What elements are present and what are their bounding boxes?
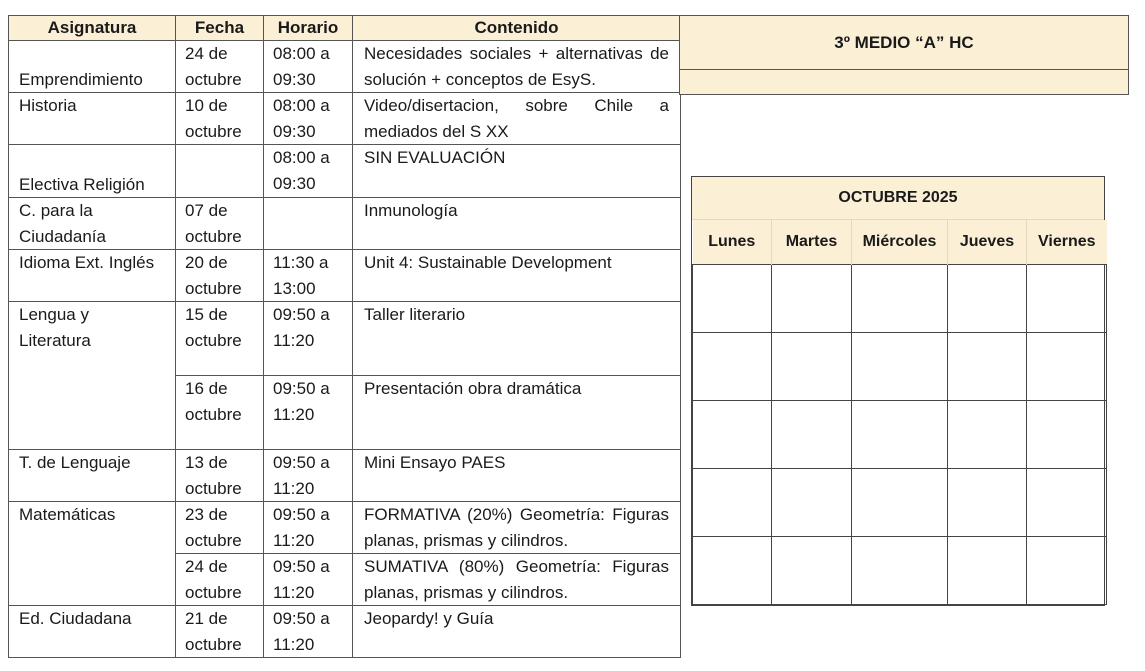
contenido-cell: Necesidades sociales + alternativas de solución + conceptos de EsyS. <box>353 41 681 93</box>
table-row <box>9 41 681 93</box>
asignatura-cell: C. para la Ciudadanía <box>9 198 176 250</box>
contenido-cell: FORMATIVA (20%) Geometría: Figuras planas, prismas y cilindros. <box>353 502 681 554</box>
horario-line: 08:00 a <box>273 44 330 63</box>
table-row <box>9 606 681 658</box>
asignatura-cell: Historia <box>9 93 176 145</box>
header-contenido: Contenido <box>353 16 681 41</box>
asignatura-cell: Idioma Ext. Inglés <box>9 250 176 302</box>
calendar-day-cell <box>693 469 772 537</box>
calendar-day-cell <box>1027 333 1107 401</box>
table-row <box>9 302 681 376</box>
calendar-day-cell <box>1027 469 1107 537</box>
calendar-day-cell <box>1027 401 1107 469</box>
horario-cell <box>264 198 353 250</box>
calendar <box>691 176 1105 606</box>
fecha-line: octubre <box>185 478 242 498</box>
calendar-day-cell <box>852 401 948 469</box>
horario-cell <box>264 250 353 302</box>
fecha-line: octubre <box>185 634 242 654</box>
fecha-cell <box>176 250 264 302</box>
course-header <box>679 15 1129 95</box>
day-header: Lunes <box>693 220 772 265</box>
fecha-line: 24 de <box>185 557 228 576</box>
calendar-day-cell <box>693 401 772 469</box>
contenido-cell: Video/disertacion, sobre Chile a mediados del S XX <box>353 93 681 145</box>
calendar-day-cell <box>852 265 948 333</box>
course-title: 3º MEDIO “A” HC <box>680 16 1128 70</box>
horario-cell <box>264 450 353 502</box>
contenido-cell: SIN EVALUACIÓN <box>353 145 681 198</box>
fecha-cell <box>176 93 264 145</box>
horario-line: 08:00 a <box>273 96 330 115</box>
schedule-table <box>8 15 681 658</box>
contenido-cell: Inmunología <box>353 198 681 250</box>
horario-line: 09:50 a <box>273 505 330 524</box>
calendar-day-cell <box>948 469 1027 537</box>
fecha-line: 24 de <box>185 44 228 63</box>
fecha-line: 15 de <box>185 305 228 324</box>
fecha-cell <box>176 606 264 658</box>
horario-line: 09:50 a <box>273 305 330 324</box>
calendar-week-row <box>693 401 1107 469</box>
horario-cell <box>264 302 353 376</box>
calendar-day-cell <box>948 401 1027 469</box>
day-header: Martes <box>772 220 852 265</box>
calendar-day-cell <box>772 401 852 469</box>
fecha-cell <box>176 554 264 606</box>
calendar-day-cell <box>1027 537 1107 605</box>
calendar-day-cell <box>772 537 852 605</box>
horario-cell <box>264 502 353 554</box>
calendar-grid <box>692 220 1107 605</box>
calendar-title: OCTUBRE 2025 <box>692 177 1104 220</box>
horario-line: 09:30 <box>273 173 316 193</box>
table-row <box>9 198 681 250</box>
table-row <box>9 250 681 302</box>
calendar-day-cell <box>693 265 772 333</box>
horario-line: 11:20 <box>273 330 315 350</box>
table-row <box>9 93 681 145</box>
horario-line: 09:30 <box>273 121 316 141</box>
horario-cell <box>264 376 353 450</box>
horario-cell <box>264 93 353 145</box>
fecha-line: 20 de <box>185 253 228 272</box>
header-horario: Horario <box>264 16 353 41</box>
calendar-week-row <box>693 333 1107 401</box>
day-header: Miércoles <box>852 220 948 265</box>
day-header: Viernes <box>1027 220 1107 265</box>
fecha-cell <box>176 376 264 450</box>
horario-line: 11:20 <box>273 404 315 424</box>
table-row <box>9 450 681 502</box>
fecha-cell <box>176 41 264 93</box>
calendar-day-cell <box>948 265 1027 333</box>
calendar-day-cell <box>772 333 852 401</box>
horario-cell <box>264 606 353 658</box>
horario-line: 11:20 <box>273 634 315 654</box>
horario-cell <box>264 145 353 198</box>
fecha-line: 23 de <box>185 505 228 524</box>
horario-line: 09:50 a <box>273 379 330 398</box>
calendar-day-cell <box>1027 265 1107 333</box>
calendar-week-row <box>693 265 1107 333</box>
fecha-cell <box>176 145 264 198</box>
fecha-line: 07 de <box>185 201 228 220</box>
fecha-cell <box>176 198 264 250</box>
calendar-day-cell <box>852 537 948 605</box>
fecha-line: octubre <box>185 530 242 550</box>
horario-line: 11:20 <box>273 478 315 498</box>
contenido-cell: Taller literario <box>353 302 681 376</box>
contenido-cell: SUMATIVA (80%) Geometría: Figuras planas, prismas y cilindros. <box>353 554 681 606</box>
calendar-day-cell <box>948 333 1027 401</box>
calendar-day-cell <box>772 469 852 537</box>
fecha-line: octubre <box>185 121 242 141</box>
contenido-cell: Mini Ensayo PAES <box>353 450 681 502</box>
asignatura-cell: Emprendimiento <box>9 41 176 93</box>
calendar-day-cell <box>852 469 948 537</box>
horario-line: 09:30 <box>273 69 316 89</box>
horario-line: 09:50 a <box>273 609 330 628</box>
fecha-cell <box>176 502 264 554</box>
fecha-line: 13 de <box>185 453 228 472</box>
fecha-cell <box>176 302 264 376</box>
calendar-week-row <box>693 537 1107 605</box>
header-fecha: Fecha <box>176 16 264 41</box>
calendar-day-cell <box>693 333 772 401</box>
horario-line: 08:00 a <box>273 148 330 167</box>
schedule-header-row <box>9 16 681 41</box>
fecha-line: 10 de <box>185 96 228 115</box>
calendar-day-cell <box>852 333 948 401</box>
asignatura-cell: T. de Lenguaje <box>9 450 176 502</box>
calendar-day-cell <box>772 265 852 333</box>
fecha-cell <box>176 450 264 502</box>
horario-cell <box>264 554 353 606</box>
calendar-day-cell <box>948 537 1027 605</box>
fecha-line: octubre <box>185 69 242 89</box>
contenido-cell: Jeopardy! y Guía <box>353 606 681 658</box>
calendar-day-header-row <box>693 220 1107 265</box>
asignatura-cell: Ed. Ciudadana <box>9 606 176 658</box>
day-header: Jueves <box>948 220 1027 265</box>
fecha-line: 21 de <box>185 609 228 628</box>
horario-line: 11:20 <box>273 530 315 550</box>
fecha-line: octubre <box>185 330 242 350</box>
contenido-cell: Unit 4: Sustainable Development <box>353 250 681 302</box>
horario-line: 09:50 a <box>273 557 330 576</box>
asignatura-cell: Lengua y Literatura <box>9 302 176 450</box>
contenido-cell: Presentación obra dramática <box>353 376 681 450</box>
horario-line: 09:50 a <box>273 453 330 472</box>
fecha-line: octubre <box>185 404 242 424</box>
table-row <box>9 145 681 198</box>
asignatura-cell: Matemáticas <box>9 502 176 606</box>
fecha-line: 16 de <box>185 379 228 398</box>
fecha-line: octubre <box>185 278 242 298</box>
calendar-day-cell <box>693 537 772 605</box>
header-asignatura: Asignatura <box>9 16 176 41</box>
fecha-line: octubre <box>185 226 242 246</box>
horario-line: 11:30 a <box>273 253 329 272</box>
horario-cell <box>264 41 353 93</box>
horario-line: 11:20 <box>273 582 315 602</box>
calendar-week-row <box>693 469 1107 537</box>
asignatura-cell: Electiva Religión <box>9 145 176 198</box>
table-row <box>9 502 681 554</box>
fecha-line: octubre <box>185 582 242 602</box>
horario-line: 13:00 <box>273 278 316 298</box>
